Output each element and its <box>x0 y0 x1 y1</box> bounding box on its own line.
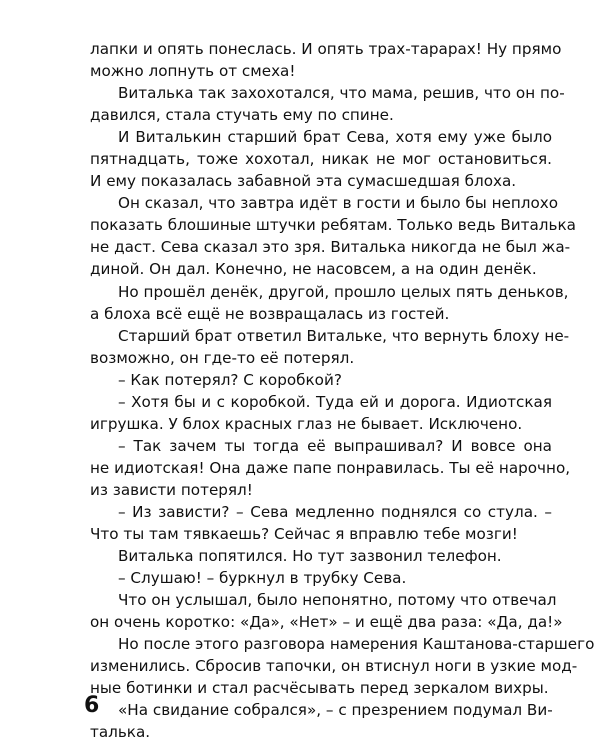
text-line: ные ботинки и стал расчёсывать перед зеркалом вихры. <box>90 679 549 698</box>
text-line: талька. <box>90 723 151 742</box>
text-line: не идиотская! Она даже папе понравилась. Ты её нарочно, <box>90 458 571 477</box>
text-line: лапки и опять понеслась. И опять трах-тарарах! Ну прямо <box>90 40 562 58</box>
text-line: Что он услышал, было непонятно, потому что отвечал <box>118 591 557 610</box>
text-line: из зависти потерял! <box>90 480 253 499</box>
text-line: изменились. Сбросив тапочки, он втиснул ноги в узкие мод- <box>90 657 578 676</box>
text-line: Но после этого разговора намерения Каштанова-старшего <box>118 635 595 654</box>
text-line: – Из зависти? – Сева медленно поднялся со стула. – <box>118 502 552 521</box>
text-line: показать блошиные штучки ребятам. Только ведь Виталька <box>90 216 576 235</box>
text-line: Виталька так захохотался, что мама, решив, что он по- <box>118 84 565 103</box>
text-line: – Слушаю! – буркнул в трубку Сева. <box>118 569 407 588</box>
text-line: он очень коротко: «Да», «Нет» – и ещё два раза: «Да, да!» <box>90 613 563 632</box>
text-line: Виталька попятился. Но тут зазвонил телефон. <box>118 547 502 566</box>
text-line: – Хотя бы и с коробкой. Туда ей и дорога. Идиотская <box>118 392 552 411</box>
text-line: Но прошёл денёк, другой, прошло целых пять деньков, <box>118 282 569 301</box>
text-line: – Как потерял? С коробкой? <box>118 370 342 389</box>
text-line: давился, стала стучать ему по спине. <box>90 106 394 125</box>
text-line: возможно, он где-то её потерял. <box>90 348 355 367</box>
page-number: 6 <box>84 693 100 718</box>
text-line: И Виталькин старший брат Сева, хотя ему уже было <box>118 128 552 147</box>
text-line: можно лопнуть от смеха! <box>90 62 296 81</box>
text-line: а блоха всё ещё не возвращалась из гостей. <box>90 304 450 323</box>
text-line: – Так зачем ты тогда её выпрашивал? И вовсе она <box>118 436 552 455</box>
text-line: Старший брат ответил Витальке, что вернуть блоху не- <box>118 326 570 345</box>
text-line: «На свидание собрался», – с презрением подумал Ви- <box>118 701 553 720</box>
text-line: диной. Он дал. Конечно, не насовсем, а на один денёк. <box>90 260 537 279</box>
text-line: Он сказал, что завтра идёт в гости и было бы неплохо <box>118 194 559 213</box>
body-text <box>90 38 595 744</box>
text-line: Что ты там тявкаешь? Сейчас я вправлю тебе мозги! <box>90 525 518 544</box>
text-line: пятнадцать, тоже хохотал, никак не мог остановиться. <box>90 150 552 169</box>
text-line: И ему показалась забавной эта сумасшедшая блоха. <box>90 172 517 191</box>
text-line: не даст. Сева сказал это зря. Виталька никогда не был жа- <box>90 238 571 257</box>
text-line: игрушка. У блох красных глаз не бывает. Исключено. <box>90 414 523 433</box>
